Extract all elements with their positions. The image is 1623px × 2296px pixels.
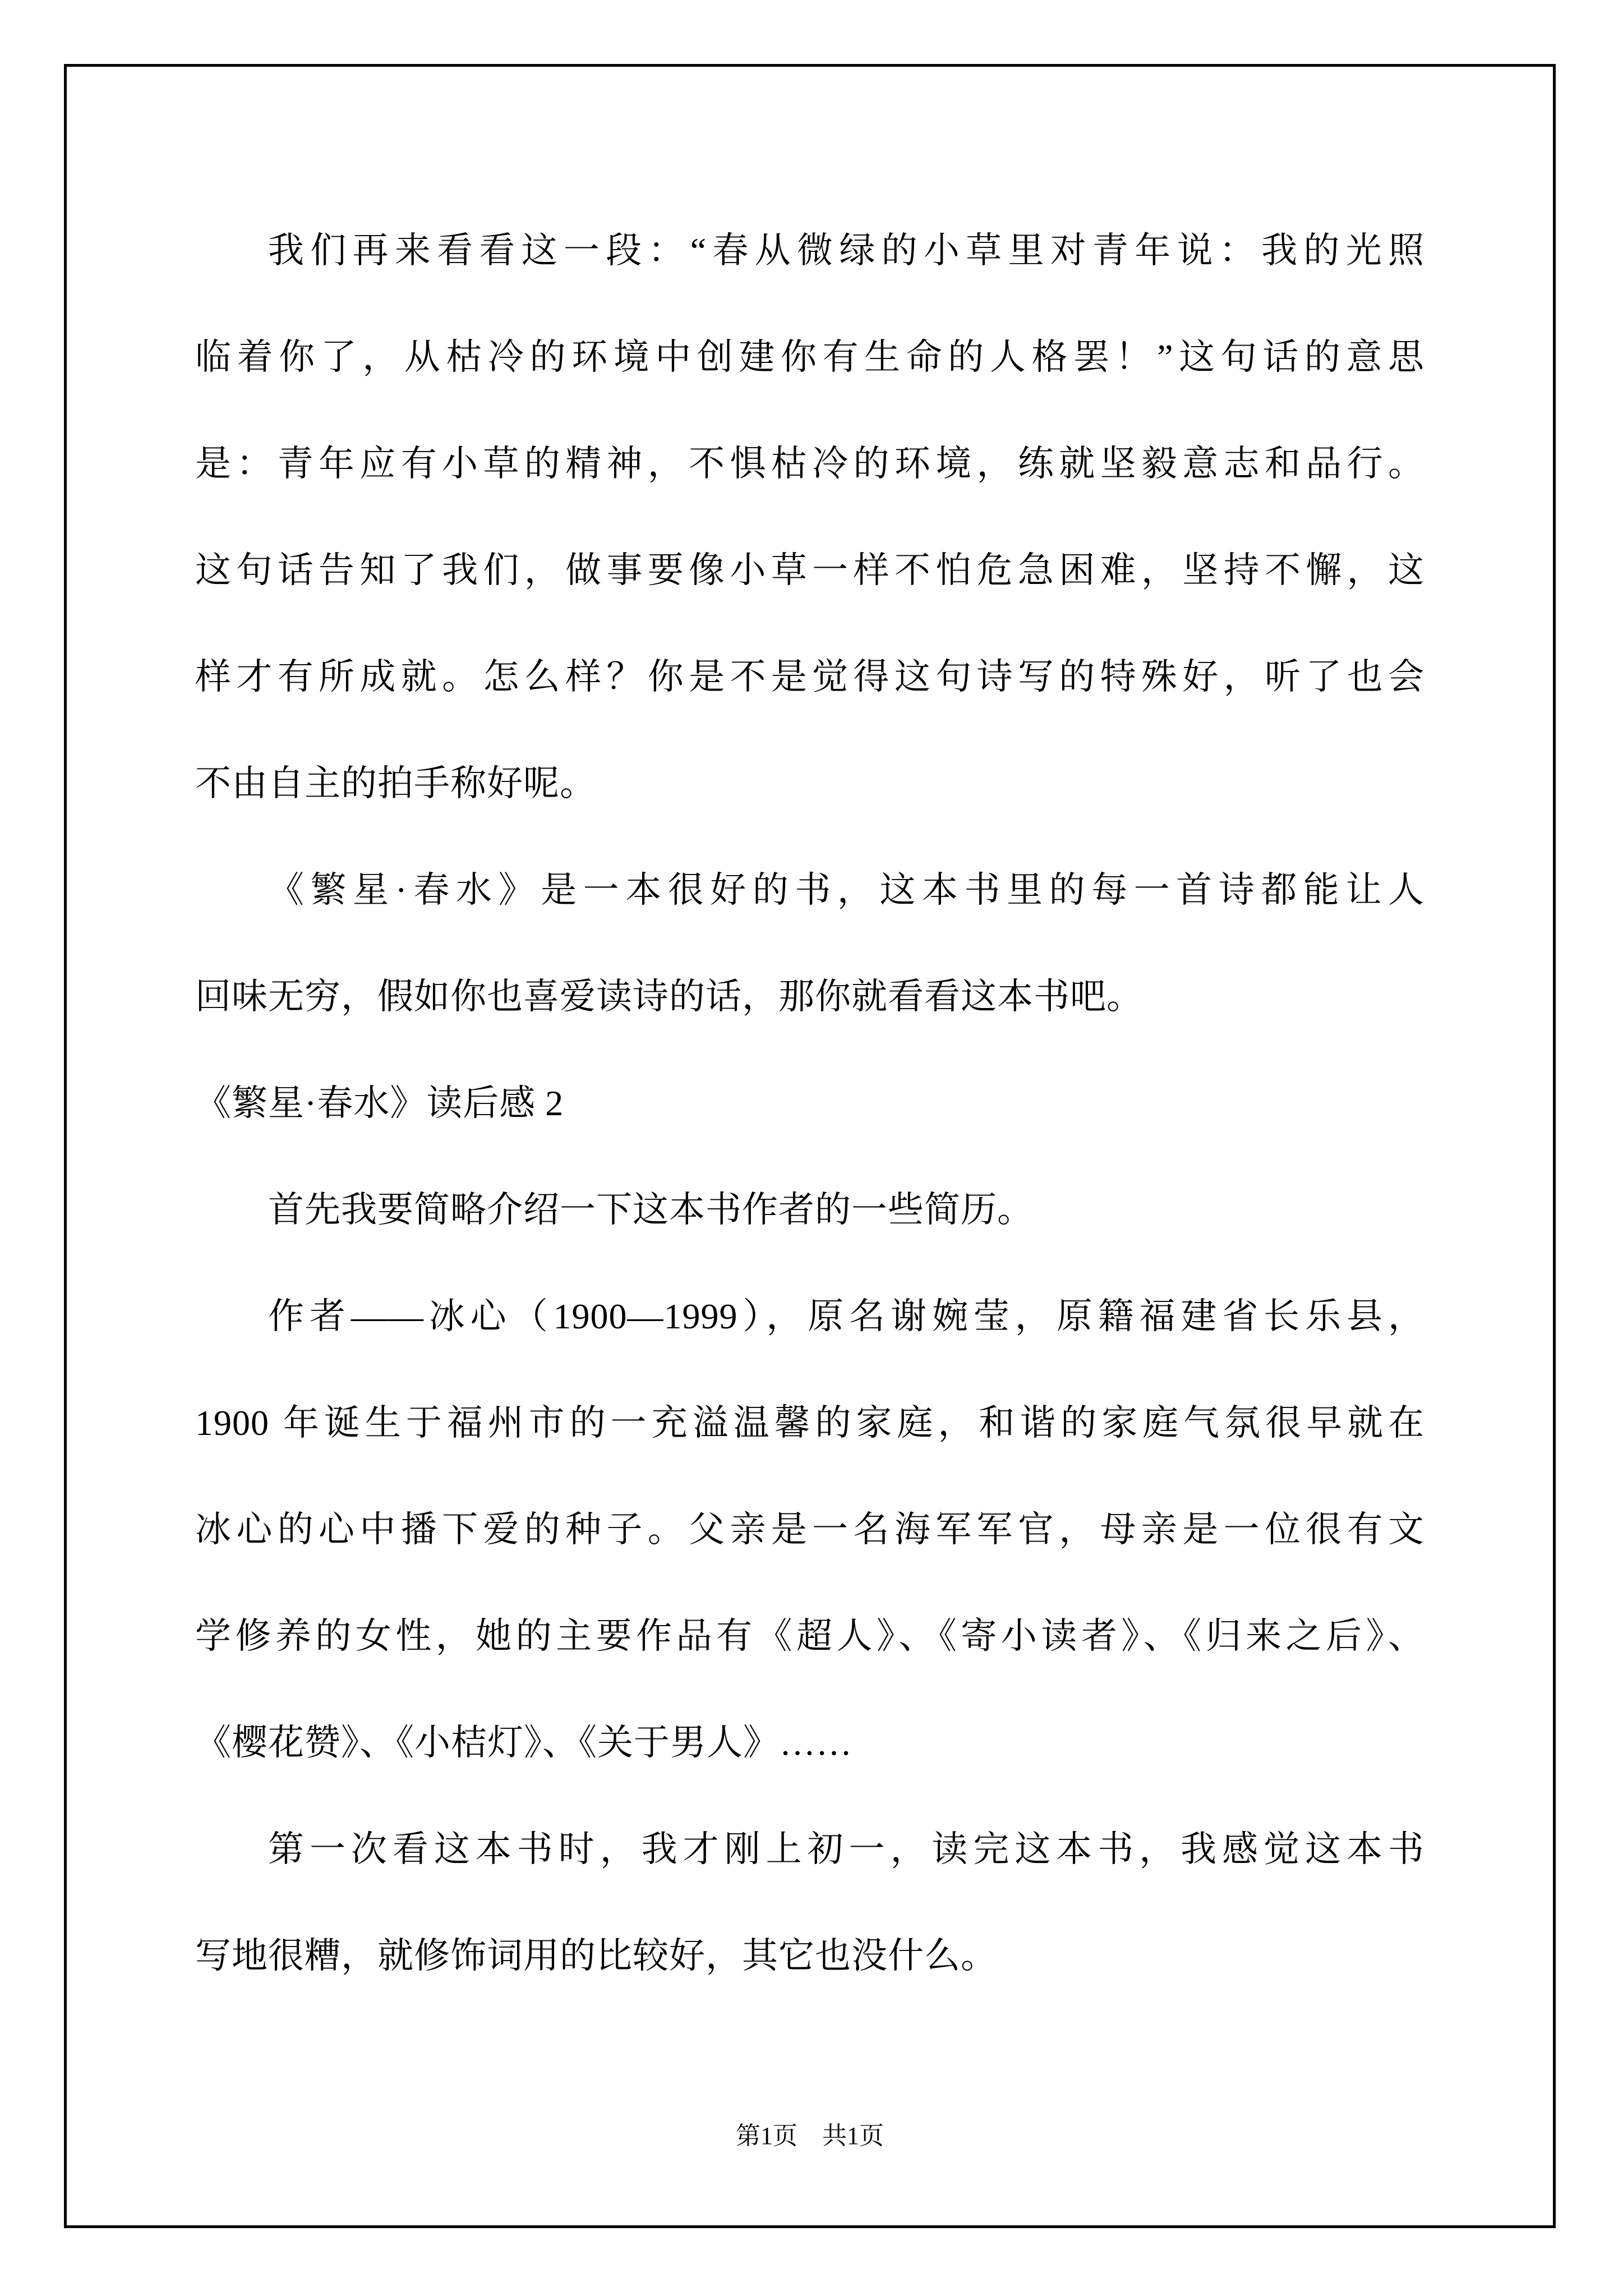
- text-line: 学修养的女性，她的主要作品有《超人》、《寄小读者》、《归来之后》、: [195, 1616, 1424, 1656]
- text-line: 临着你了，从枯冷的环境中创建你有生命的人格罢！”这句话的意思: [195, 337, 1424, 377]
- text-line: 第一次看这本书时，我才刚上初一，读完这本书，我感觉这本书: [268, 1829, 1424, 1869]
- text-line: 不由自主的拍手称好呢。: [195, 763, 596, 803]
- document-body: [195, 197, 1424, 2009]
- page-number-footer: 第1页 共1页: [736, 2122, 884, 2150]
- text-line: 回味无穷，假如你也喜爱读诗的话，那你就看看这本书吧。: [195, 977, 1143, 1016]
- text-line: 我们再来看看这一段：“春从微绿的小草里对青年说：我的光照: [268, 231, 1424, 270]
- text-line: 首先我要简略介绍一下这本书作者的一些简历。: [268, 1190, 1034, 1230]
- text-line: 这句话告知了我们，做事要像小草一样不怕危急困难，坚持不懈，这: [195, 550, 1424, 590]
- text-line: 《樱花赞》、《小桔灯》、《关于男人》……: [195, 1723, 852, 1763]
- text-line: 作者——冰心（1900—1999），原名谢婉莹，原籍福建省长乐县，: [268, 1296, 1424, 1336]
- text-line: 写地很糟，就修饰词用的比较好，其它也没什么。: [195, 1936, 997, 1976]
- text-line: 冰心的心中播下爱的种子。父亲是一名海军军官，母亲是一位很有文: [195, 1510, 1424, 1549]
- text-line: 《繁星·春水》是一本很好的书，这本书里的每一首诗都能让人: [268, 870, 1424, 910]
- text-line: 是：青年应有小草的精神，不惧枯冷的环境，练就坚毅意志和品行。: [195, 444, 1424, 484]
- text-line: 《繁星·春水》读后感 2: [195, 1083, 564, 1123]
- text-line: 样才有所成就。怎么样？你是不是觉得这句诗写的特殊好，听了也会: [195, 657, 1424, 697]
- text-line: 1900 年诞生于福州市的一充溢温馨的家庭，和谐的家庭气氛很早就在: [195, 1403, 1424, 1443]
